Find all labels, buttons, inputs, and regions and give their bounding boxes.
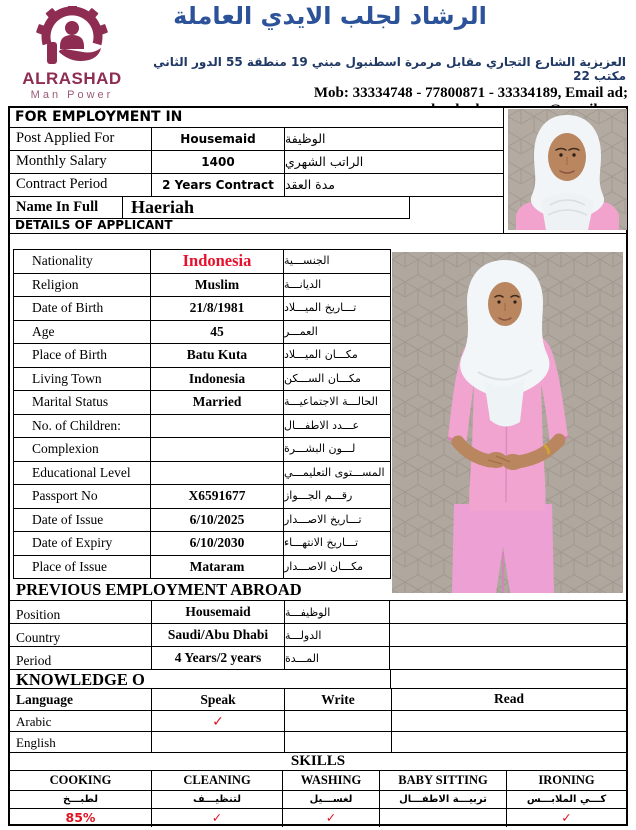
field-label: Age (14, 321, 151, 344)
field-label-arabic: رقـــم الجـــواز (284, 489, 353, 502)
field-row (10, 174, 503, 197)
field-label-arabic: تـــاريخ الميـــلاد (284, 301, 357, 314)
field-label-arabic: مكـــان الاصـــدار (284, 559, 364, 573)
field-label: Date of Issue (14, 509, 151, 532)
field-label: Position (10, 601, 152, 623)
skill-column (283, 771, 380, 827)
spacer (10, 234, 626, 249)
skill-column (507, 771, 626, 827)
language-header-row (10, 689, 626, 711)
table-row (14, 509, 390, 533)
field-value: 45 (151, 321, 284, 344)
previous-employment-title: PREVIOUS EMPLOYMENT ABROAD (10, 579, 626, 601)
speak-checkmark (152, 732, 285, 752)
skill-column (152, 771, 283, 827)
write-checkmark (285, 711, 392, 731)
field-value (151, 438, 284, 461)
field-label: Country (10, 624, 152, 646)
read-checkmark (392, 711, 626, 731)
language-row (10, 732, 626, 753)
field-value (151, 415, 284, 438)
speak-checkmark: ✓ (152, 711, 285, 731)
field-label-arabic: الراتب الشهري (285, 154, 364, 169)
table-row (14, 415, 390, 439)
skill-name: COOKING (10, 771, 151, 791)
table-row (10, 624, 389, 647)
field-label: Religion (14, 274, 151, 297)
physical-field-label (390, 601, 626, 624)
table-row (14, 344, 390, 368)
knowledge-section (10, 670, 626, 689)
employment-section (10, 108, 504, 233)
full-photo-image (392, 252, 623, 593)
field-value: Housemaid (152, 601, 285, 623)
physical-field-label (390, 647, 626, 670)
field-value: 2 Years Contract (152, 174, 285, 196)
employment-section-title: FOR EMPLOYMENT IN (10, 108, 503, 128)
language-row (10, 711, 626, 732)
field-value: Housemaid (152, 128, 285, 150)
field-row (10, 128, 503, 151)
skill-value: ✓ (325, 810, 337, 825)
table-row (14, 532, 390, 556)
skill-name: WASHING (283, 771, 379, 791)
field-label: Monthly Salary (10, 151, 152, 173)
table-row (14, 556, 390, 580)
applicant-details-table (13, 249, 391, 579)
field-label: Post Applied For (10, 128, 152, 150)
name-row (10, 197, 503, 219)
field-value: 21/8/1981 (151, 297, 284, 320)
field-label: Marital Status (14, 391, 151, 414)
read-checkmark (392, 732, 626, 752)
portrait-photo-image (508, 109, 627, 230)
table-row (10, 601, 389, 624)
field-label: Period (10, 647, 152, 669)
field-label: Place of Birth (14, 344, 151, 367)
agency-logo (14, 6, 130, 102)
table-row (14, 321, 390, 345)
field-label-arabic: الوظيفة (285, 131, 326, 146)
table-row (10, 647, 389, 670)
field-label: Educational Level (14, 462, 151, 485)
column-header: Speak (152, 689, 285, 710)
field-value: X6591677 (151, 485, 284, 508)
write-checkmark (285, 732, 392, 752)
column-header: Read (494, 691, 524, 706)
applicant-photo-portrait (508, 109, 627, 230)
field-label-arabic: الحالـــة الاجتماعيـــة (284, 395, 378, 408)
field-value: 4 Years/2 years (152, 647, 285, 669)
field-value: 6/10/2030 (151, 532, 284, 555)
field-label-arabic: الدولـــة (285, 629, 322, 642)
field-label-arabic: مكـــان الســـكن (284, 371, 361, 385)
table-row (14, 368, 390, 392)
previous-employment-rows (10, 601, 390, 670)
skill-name: IRONING (507, 771, 626, 791)
skills-table (10, 771, 626, 827)
skill-name-arabic: كـــي الملابـــس (507, 791, 626, 809)
skill-column (10, 771, 152, 827)
field-label-arabic: العمـــر (284, 324, 318, 338)
field-label-arabic: الجنســـية (284, 254, 330, 267)
skill-name-arabic: لطبـــخ (10, 791, 151, 809)
field-value (151, 462, 284, 485)
skill-value: ✓ (561, 810, 572, 825)
field-label: Date of Birth (14, 297, 151, 320)
details-section-title: DETAILS OF APPLICANT (15, 218, 173, 232)
alrashad-logo-icon (35, 6, 109, 68)
field-value: Married (151, 391, 284, 414)
field-value: Mataram (151, 556, 284, 579)
skill-name: BABY SITTING (380, 771, 506, 791)
applicant-photo-full (392, 252, 623, 593)
table-row (14, 297, 390, 321)
field-label: No. of Children: (14, 415, 151, 438)
table-row (14, 438, 390, 462)
column-header: Language (10, 689, 152, 710)
knowledge-section-title: KNOWLEDGE O (16, 670, 145, 688)
field-value: Batu Kuta (151, 344, 284, 367)
field-label-arabic: مكـــان الميـــلاد (284, 348, 358, 361)
field-label: Nationality (14, 250, 151, 273)
field-label: Living Town (14, 368, 151, 391)
field-label-arabic: المســـتوى التعليمـــي (284, 465, 385, 479)
field-value: 6/10/2025 (151, 509, 284, 532)
skills-section-title: SKILLS (10, 753, 626, 771)
field-label: Passport No (14, 485, 151, 508)
skill-value (380, 809, 506, 827)
language-name: English (10, 732, 152, 752)
field-value: Saudi/Abu Dhabi (152, 624, 285, 646)
field-label-arabic: تـــاريخ الاصـــدار (284, 512, 362, 526)
previous-employment-section (10, 601, 626, 670)
agency-name: ALRASHAD (22, 69, 122, 88)
table-row (14, 274, 390, 298)
table-row (14, 485, 390, 509)
field-label-arabic: الديانـــة (284, 277, 322, 291)
field-label: Date of Expiry (14, 532, 151, 555)
skill-name: CLEANING (152, 771, 282, 791)
field-label-arabic: عـــدد الاطفـــال (284, 418, 360, 432)
field-value: Muslim (151, 274, 284, 297)
field-row (10, 151, 503, 174)
field-label: Contract Period (10, 174, 152, 196)
skill-value: 85% (65, 810, 96, 825)
field-label-arabic: المـــدة (285, 652, 319, 665)
skill-column (380, 771, 507, 827)
field-label: Complexion (14, 438, 151, 461)
name-label: Name In Full (10, 197, 123, 219)
field-value: Indonesia (151, 368, 284, 391)
field-value: Indonesia (151, 250, 284, 273)
form-title-arabic: الرشاد لجلب الايدي العاملة (173, 2, 487, 30)
table-row (14, 462, 390, 486)
skill-name-arabic: لغســـيل (283, 791, 379, 809)
language-name: Arabic (10, 711, 152, 731)
field-value: 1400 (152, 151, 285, 173)
language-rows (10, 711, 626, 753)
skill-name-arabic: لتنظيـــف (152, 791, 282, 809)
column-header: Write (285, 689, 392, 710)
field-label-arabic: تـــاريخ الانتهـــاء (284, 536, 359, 549)
skill-name-arabic: تربيـــة الاطفـــال (380, 791, 506, 809)
field-label-arabic: الوظيفـــة (285, 606, 331, 619)
table-row (14, 391, 390, 415)
name-value: Haeriah (123, 197, 410, 219)
field-label: Place of Issue (14, 556, 151, 579)
physical-field-label (390, 624, 626, 647)
employment-rows (10, 128, 503, 197)
agency-address-arabic: العزيزية الشارع التجاري مقابل مرمرة اسطنبول مبني 19 منطقة 55 الدور الثاني مكتب 22 (153, 55, 626, 83)
skill-value: ✓ (211, 810, 223, 825)
physical-info-column (390, 601, 626, 670)
agency-subtitle: Man Power (30, 89, 114, 101)
table-row (14, 250, 390, 274)
contact-phones: Mob: 33334748 - 77800871 - 33334189, Email ad; (313, 85, 628, 101)
field-label-arabic: لـــون البشـــرة (284, 442, 356, 455)
field-label-arabic: مدة العقد (285, 177, 335, 192)
spacer (390, 670, 626, 688)
